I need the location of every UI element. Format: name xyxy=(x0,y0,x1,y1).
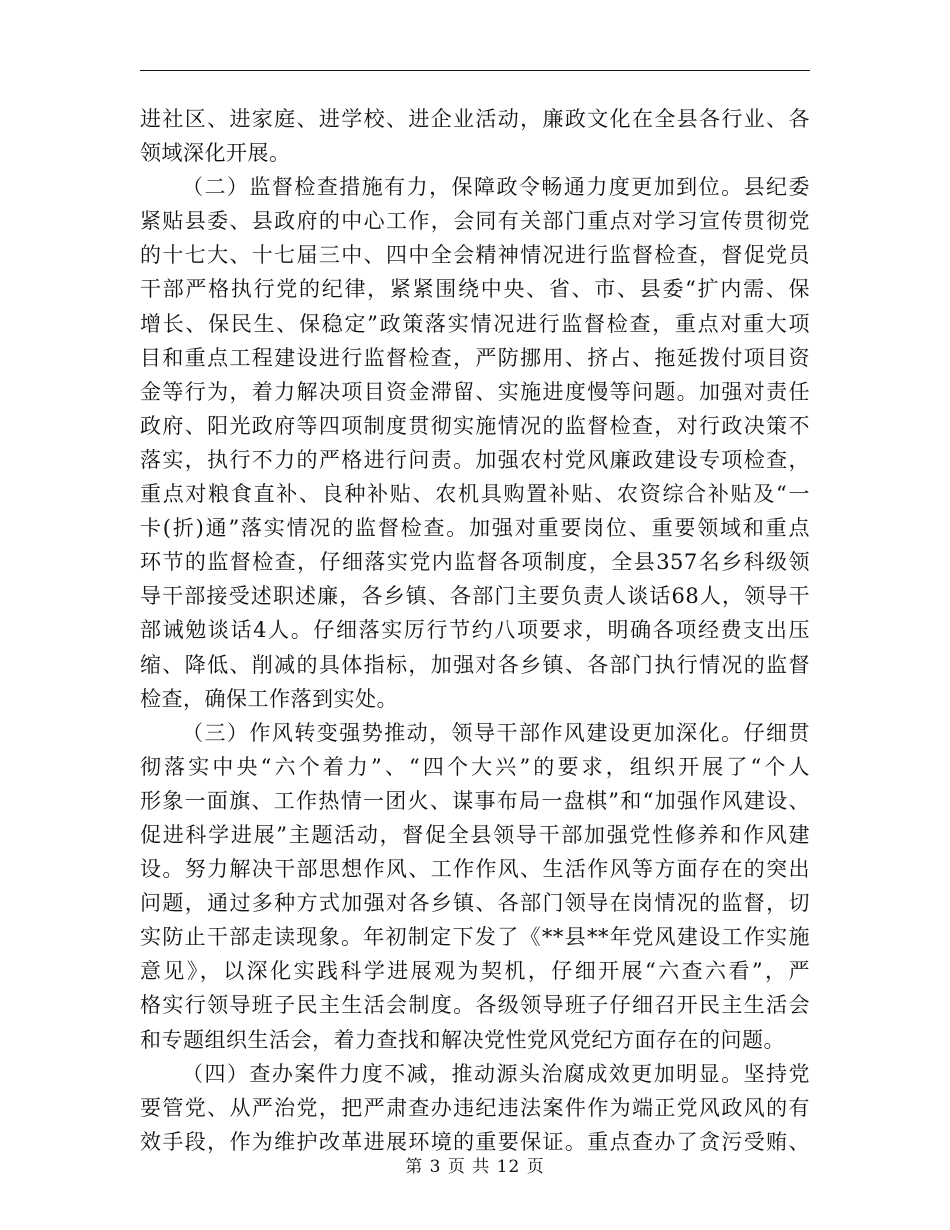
text-line: 政府、阳光政府等四项制度贯彻实施情况的监督检查，对行政决策不 xyxy=(140,413,810,438)
text-line: 重点对粮食直补、良种补贴、农机具购置补贴、农资综合补贴及“一 xyxy=(140,482,810,507)
text-line: 促进科学进展”主题活动，督促全县领导干部加强党性修养和作风建 xyxy=(140,822,810,847)
text-line: 紧贴县委、县政府的中心工作，会同有关部门重点对学习宣传贯彻党 xyxy=(140,209,810,234)
header-rule xyxy=(140,70,810,71)
text-line: 落实，执行不力的严格进行问责。加强农村党风廉政建设专项检查， xyxy=(140,447,810,472)
text-line: 领域深化开展。 xyxy=(140,141,291,166)
text-line: 干部严格执行党的纪律，紧紧围绕中央、省、市、县委“扩内需、保 xyxy=(140,277,810,302)
text-line: 环节的监督检查，仔细落实党内监督各项制度，全县357名乡科级领 xyxy=(140,550,810,575)
text-line: 的十七大、十七届三中、四中全会精神情况进行监督检查，督促党员 xyxy=(140,243,810,268)
text-line: 实防止干部走读现象。年初制定下发了《**县**年党风建设工作实施 xyxy=(140,925,810,950)
text-line: 和专题组织生活会，着力查找和解决党性党风党纪方面存在的问题。 xyxy=(140,1027,785,1052)
text-line: 缩、降低、削减的具体指标，加强对各乡镇、各部门执行情况的监督 xyxy=(140,652,810,677)
text-line: 部诫勉谈话4人。仔细落实厉行节约八项要求，明确各项经费支出压 xyxy=(140,618,810,643)
page-number-footer: 第 3 页 共 12 页 xyxy=(405,1157,545,1177)
text-line: 检查，确保工作落到实处。 xyxy=(140,686,398,711)
text-line: 金等行为，着力解决项目资金滞留、实施进度慢等问题。加强对责任 xyxy=(140,379,810,404)
text-line: 格实行领导班子民主生活会制度。各级领导班子仔细召开民主生活会 xyxy=(140,993,810,1018)
text-line: 问题，通过多种方式加强对各乡镇、各部门领导在岗情况的监督，切 xyxy=(140,891,810,916)
document-body xyxy=(140,102,810,1159)
section-heading-line: （二）监督检查措施有力，保障政令畅通力度更加到位。县纪委 xyxy=(182,175,810,200)
text-line: 卡(折)通”落实情况的监督检查。加强对重要岗位、重要领域和重点 xyxy=(140,516,810,541)
text-line: 进社区、进家庭、进学校、进企业活动，廉政文化在全县各行业、各 xyxy=(140,107,810,131)
text-line: 形象一面旗、工作热情一团火、谋事布局一盘棋”和“加强作风建设、 xyxy=(140,788,810,813)
section-heading-line: （四）查办案件力度不减，推动源头治腐成效更加明显。坚持党 xyxy=(182,1061,810,1086)
text-line: 彻落实中央“六个着力”、“四个大兴”的要求，组织开展了“个人 xyxy=(140,754,810,779)
text-line: 导干部接受述职述廉，各乡镇、各部门主要负责人谈话68人，领导干 xyxy=(140,584,810,609)
text-line: 目和重点工程建设进行监督检查，严防挪用、挤占、拖延拨付项目资 xyxy=(140,345,810,370)
text-line: 增长、保民生、保稳定”政策落实情况进行监督检查，重点对重大项 xyxy=(140,311,810,336)
text-line: 要管党、从严治党，把严肃查办违纪违法案件作为端正党风政风的有 xyxy=(140,1095,810,1120)
section-heading-line: （三）作风转变强势推动，领导干部作风建设更加深化。仔细贯 xyxy=(182,720,810,745)
text-line: 效手段，作为维护改革进展环境的重要保证。重点查办了贪污受贿、 xyxy=(140,1129,810,1154)
text-line: 设。努力解决干部思想作风、工作作风、生活作风等方面存在的突出 xyxy=(140,857,810,882)
text-line: 意见》，以深化实践科学进展观为契机，仔细开展“六查六看”，严 xyxy=(140,959,810,984)
